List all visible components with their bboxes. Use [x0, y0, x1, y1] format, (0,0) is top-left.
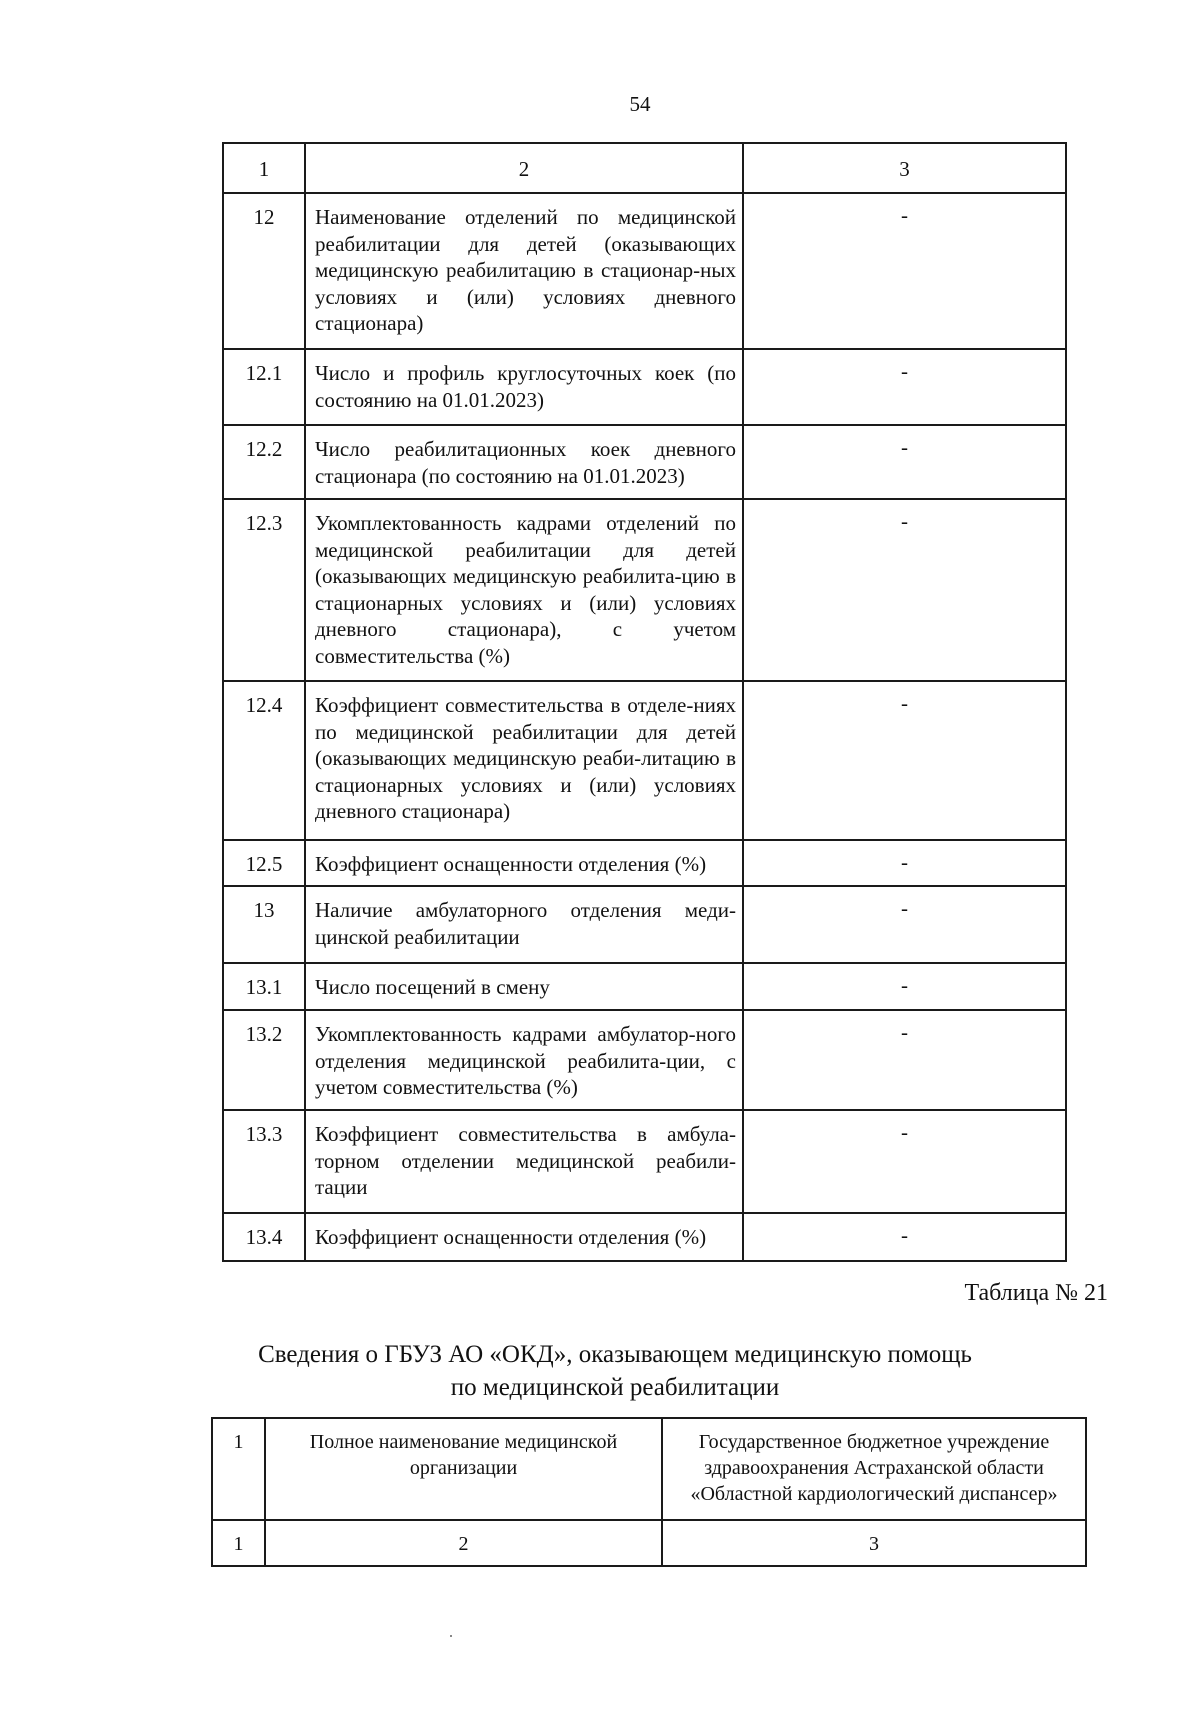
row-description: Коэффициент оснащенности отделения (%)	[305, 840, 743, 886]
row-value: -	[743, 1110, 1066, 1213]
row-description: Коэффициент оснащенности отделения (%)	[305, 1213, 743, 1261]
organization-info-table	[211, 1417, 1087, 1567]
table-row	[223, 193, 1066, 349]
organization-full-name: Государственное бюджетное учреждение здравоохранения Астраханской области «Областной кардиологический диспансер»	[662, 1418, 1086, 1520]
row-description: Коэффициент совместительства в отделе-ниях по медицинской реабилитации для детей (оказывающих медицинскую реаби-литацию в стационарных условиях и (или) условиях дневного стационара)	[305, 681, 743, 840]
row-description: Укомплектованность кадрами отделений по медицинской реабилитации для детей (оказывающих медицинскую реабилита-цию в стационарных условиях и (или) условиях дневного стационара), с учетом совместительства (%)	[305, 499, 743, 681]
footer-col-1: 1	[212, 1520, 265, 1566]
section-title-line-2: по медицинской реабилитации	[450, 1374, 780, 1401]
row-number: 12.4	[223, 681, 305, 840]
table-row	[223, 1213, 1066, 1261]
scan-speck	[450, 1635, 452, 1637]
row-number: 13.1	[223, 963, 305, 1010]
row-description: Число посещений в смену	[305, 963, 743, 1010]
row-number: 12.3	[223, 499, 305, 681]
table-label: Таблица № 21	[964, 1280, 1108, 1306]
table-footer-row	[212, 1520, 1086, 1566]
row-value: -	[743, 499, 1066, 681]
row-value: -	[743, 681, 1066, 840]
row-number: 1	[212, 1418, 265, 1520]
row-label: Полное наименование медицинской организации	[265, 1418, 662, 1520]
row-number: 12	[223, 193, 305, 349]
table-row	[223, 1010, 1066, 1110]
row-description: Коэффициент совместительства в амбула-торном отделении медицинской реабили-тации	[305, 1110, 743, 1213]
row-number: 13	[223, 886, 305, 963]
row-description: Число и профиль круглосуточных коек (по состоянию на 01.01.2023)	[305, 349, 743, 425]
table-header-row	[223, 143, 1066, 193]
table-row	[212, 1418, 1086, 1520]
row-value: -	[743, 193, 1066, 349]
page-number: 54	[629, 92, 651, 116]
header-col-3: 3	[743, 143, 1066, 193]
table-row	[223, 425, 1066, 499]
footer-col-3: 3	[662, 1520, 1086, 1566]
row-value: -	[743, 425, 1066, 499]
table-row	[223, 1110, 1066, 1213]
table-row	[223, 499, 1066, 681]
row-number: 12.1	[223, 349, 305, 425]
row-number: 13.4	[223, 1213, 305, 1261]
table-row	[223, 349, 1066, 425]
header-col-2: 2	[305, 143, 743, 193]
row-value: -	[743, 886, 1066, 963]
section-title-line-1: Сведения о ГБУЗ АО «ОКД», оказывающем медицинскую помощь	[258, 1341, 972, 1368]
row-value: -	[743, 1213, 1066, 1261]
row-value: -	[743, 840, 1066, 886]
row-description: Наименование отделений по медицинской реабилитации для детей (оказывающих медицинскую реабилитацию в стационар-ных условиях и (или) условиях дневного стационара)	[305, 193, 743, 349]
row-description: Укомплектованность кадрами амбулатор-ного отделения медицинской реабилита-ции, с учетом совместительства (%)	[305, 1010, 743, 1110]
table-row	[223, 840, 1066, 886]
row-number: 12.5	[223, 840, 305, 886]
table-row	[223, 963, 1066, 1010]
row-number: 13.3	[223, 1110, 305, 1213]
row-value: -	[743, 349, 1066, 425]
header-col-1: 1	[223, 143, 305, 193]
row-description: Наличие амбулаторного отделения меди-цинской реабилитации	[305, 886, 743, 963]
footer-col-2: 2	[265, 1520, 662, 1566]
table-row	[223, 886, 1066, 963]
table-row	[223, 681, 1066, 840]
row-description: Число реабилитационных коек дневного стационара (по состоянию на 01.01.2023)	[305, 425, 743, 499]
section-title	[0, 1338, 1200, 1404]
row-number: 12.2	[223, 425, 305, 499]
row-number: 13.2	[223, 1010, 305, 1110]
row-value: -	[743, 963, 1066, 1010]
row-value: -	[743, 1010, 1066, 1110]
rehab-indicators-table	[222, 142, 1067, 1262]
